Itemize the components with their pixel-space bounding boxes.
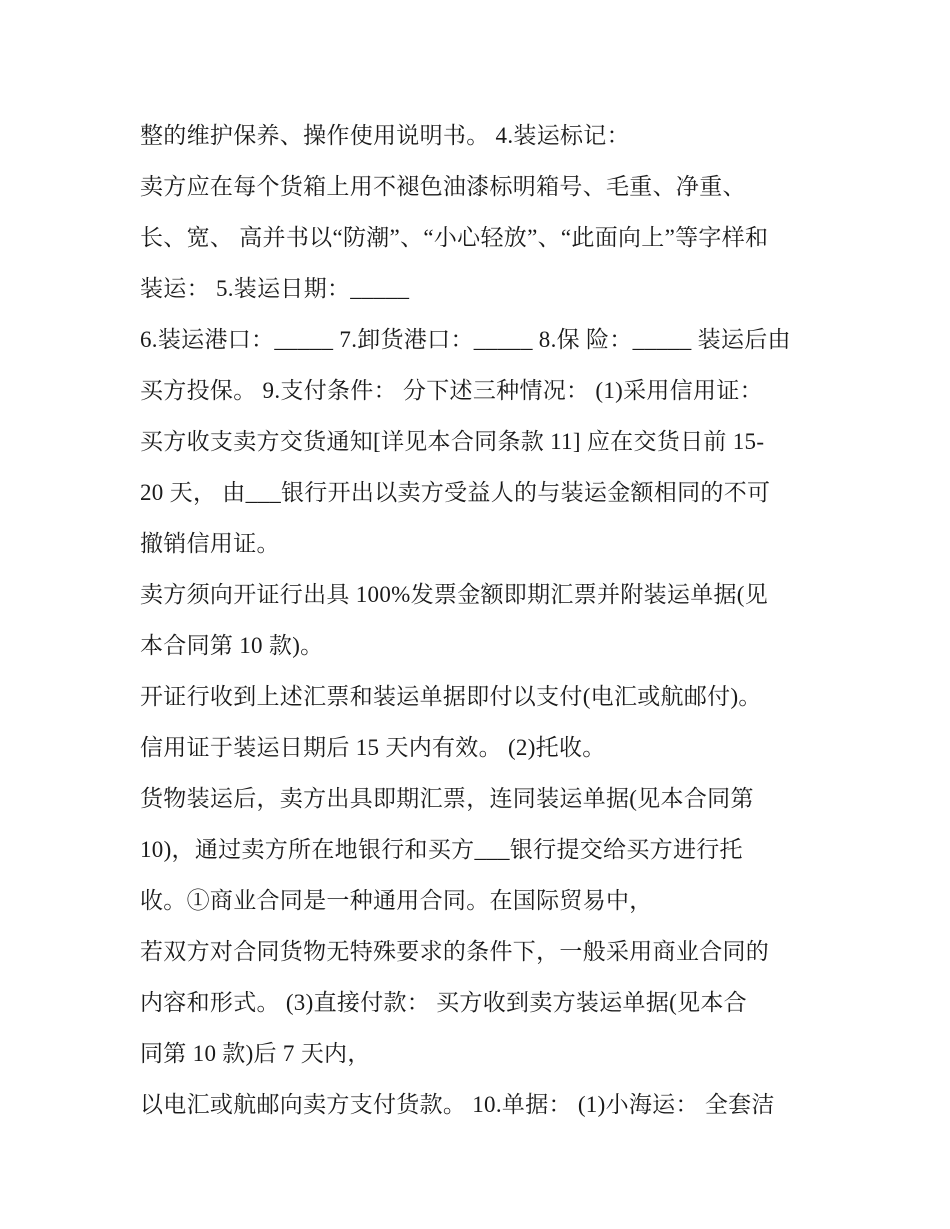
text-line: 6.装运港口：_____ 7.卸货港口：_____ 8.保 险：_____ 装运后由	[140, 327, 791, 352]
text-line: 10)，通过卖方所在地银行和买方___银行提交给买方进行托	[140, 837, 743, 862]
text-line: 20 天， 由___银行开出以卖方受益人的与装运金额相同的不可	[140, 480, 771, 505]
text-line: 内容和形式。 (3)直接付款： 买方收到卖方装运单据(见本合	[140, 990, 747, 1015]
text-line: 买方收支卖方交货通知[详见本合同条款 11] 应在交货日前 15-	[140, 429, 765, 454]
text-line: 卖方应在每个货箱上用不褪色油漆标明箱号、毛重、净重、	[140, 174, 746, 199]
document-body	[140, 110, 820, 1130]
text-line: 收。①商业合同是一种通用合同。在国际贸易中，	[140, 888, 653, 913]
text-line: 撤销信用证。	[140, 531, 280, 556]
text-line: 买方投保。 9.支付条件： 分下述三种情况： (1)采用信用证：	[140, 378, 763, 403]
text-line: 本合同第 10 款)。	[140, 633, 324, 658]
text-line: 货物装运后，卖方出具即期汇票，连同装运单据(见本合同第	[140, 786, 754, 811]
text-line: 信用证于装运日期后 15 天内有效。 (2)托收。	[140, 735, 606, 760]
text-line: 以电汇或航邮向卖方支付货款。 10.单据： (1)小海运： 全套洁	[140, 1092, 775, 1117]
text-line: 装运： 5.装运日期：_____	[140, 276, 410, 301]
text-line: 同第 10 款)后 7 天内，	[140, 1041, 371, 1066]
text-line: 若双方对合同货物无特殊要求的条件下，一般采用商业合同的	[140, 939, 770, 964]
text-line: 长、宽、 高并书以“防潮”、“小心轻放”、“此面向上”等字样和	[140, 225, 769, 250]
text-line: 卖方须向开证行出具 100%发票金额即期汇票并附装运单据(见	[140, 582, 769, 607]
text-line: 整的维护保养、操作使用说明书。 4.装运标记：	[140, 123, 630, 148]
text-line: 开证行收到上述汇票和装运单据即付以支付(电汇或航邮付)。	[140, 684, 762, 709]
